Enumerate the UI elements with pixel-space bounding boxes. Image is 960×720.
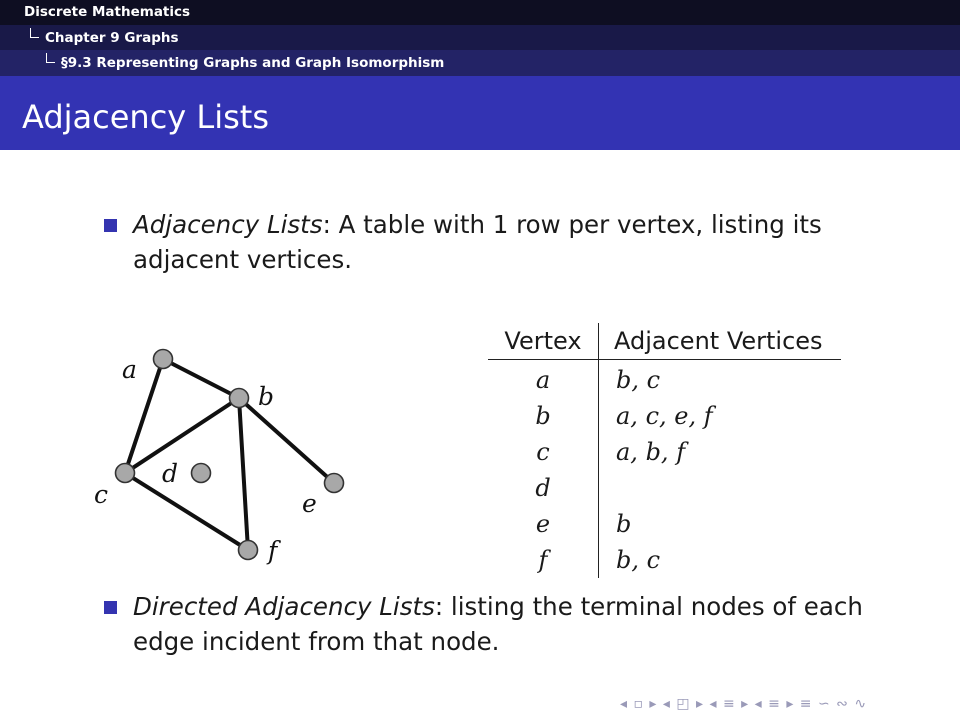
header-chapter: [0, 25, 960, 50]
vertex-label-b: b: [258, 382, 275, 411]
table-row: [488, 398, 841, 434]
table-header-row: [488, 323, 841, 360]
vertex-d: [192, 464, 211, 483]
bullet-marker-icon: [104, 219, 117, 232]
column-header-adjacent: Adjacent Vertices: [599, 323, 841, 360]
cell-adjacent: b: [616, 510, 632, 538]
edge-b-f: [239, 398, 248, 550]
vertex-label-a: a: [122, 355, 137, 384]
header-section: [0, 50, 960, 76]
table-row: [488, 470, 841, 506]
edge-b-e: [239, 398, 334, 483]
vertex-label-d: d: [162, 459, 179, 488]
edge-a-b: [163, 359, 239, 398]
graph-figure: [90, 340, 350, 580]
table-row: [488, 360, 841, 399]
bullet-2-term: Directed Adjacency Lists: [133, 592, 435, 621]
table-row: [488, 542, 841, 578]
cell-vertex: b: [488, 398, 599, 434]
vertex-label-e: e: [302, 489, 317, 518]
bullet-2-line-1: [133, 589, 863, 624]
edge-b-c: [125, 398, 239, 473]
bullet-2-rest: : listing the terminal nodes of each: [434, 592, 863, 621]
header-course: [0, 0, 960, 25]
tree-hook-icon: [46, 53, 55, 63]
vertex-f: [239, 541, 258, 560]
cell-vertex: a: [488, 360, 599, 399]
cell-adjacent: a, b, f: [616, 438, 686, 466]
cell-adjacent: a, c, e, f: [616, 402, 713, 430]
bullet-1-line-2: adjacent vertices.: [133, 245, 353, 274]
bullet-1-term: Adjacency Lists: [133, 210, 323, 239]
cell-vertex: f: [488, 542, 599, 578]
cell-adjacent: [599, 470, 841, 506]
chapter-title: Chapter 9 Graphs: [45, 30, 179, 46]
table-row: [488, 434, 841, 470]
vertex-b: [230, 389, 249, 408]
table-row: [488, 506, 841, 542]
slide-title: Adjacency Lists: [22, 98, 270, 136]
adjacency-table: [488, 323, 841, 578]
cell-vertex: e: [488, 506, 599, 542]
bullet-marker-icon: [104, 601, 117, 614]
navigation-symbols[interactable]: ◂ ▫ ▸ ◂ ◰ ▸ ◂ ≡ ▸ ◂ ≡ ▸ ≡ ∽ ∾ ∿: [620, 696, 868, 712]
cell-adjacent: b, c: [616, 366, 661, 394]
vertex-a: [154, 350, 173, 369]
edge-c-f: [125, 473, 248, 550]
column-header-vertex: Vertex: [488, 323, 599, 360]
bullet-1-line-1: [133, 207, 822, 242]
vertex-label-c: c: [94, 480, 109, 509]
course-title: Discrete Mathematics: [24, 4, 191, 20]
vertex-label-f: f: [268, 536, 278, 565]
vertex-c: [116, 464, 135, 483]
cell-vertex: c: [488, 434, 599, 470]
cell-adjacent: b, c: [616, 546, 661, 574]
cell-vertex: d: [488, 470, 599, 506]
bullet-1-rest: : A table with 1 row per vertex, listing its: [322, 210, 822, 239]
section-title: §9.3 Representing Graphs and Graph Isomorphism: [61, 55, 445, 71]
vertex-e: [325, 474, 344, 493]
bullet-2-line-2: edge incident from that node.: [133, 627, 500, 656]
tree-hook-icon: [30, 28, 39, 38]
